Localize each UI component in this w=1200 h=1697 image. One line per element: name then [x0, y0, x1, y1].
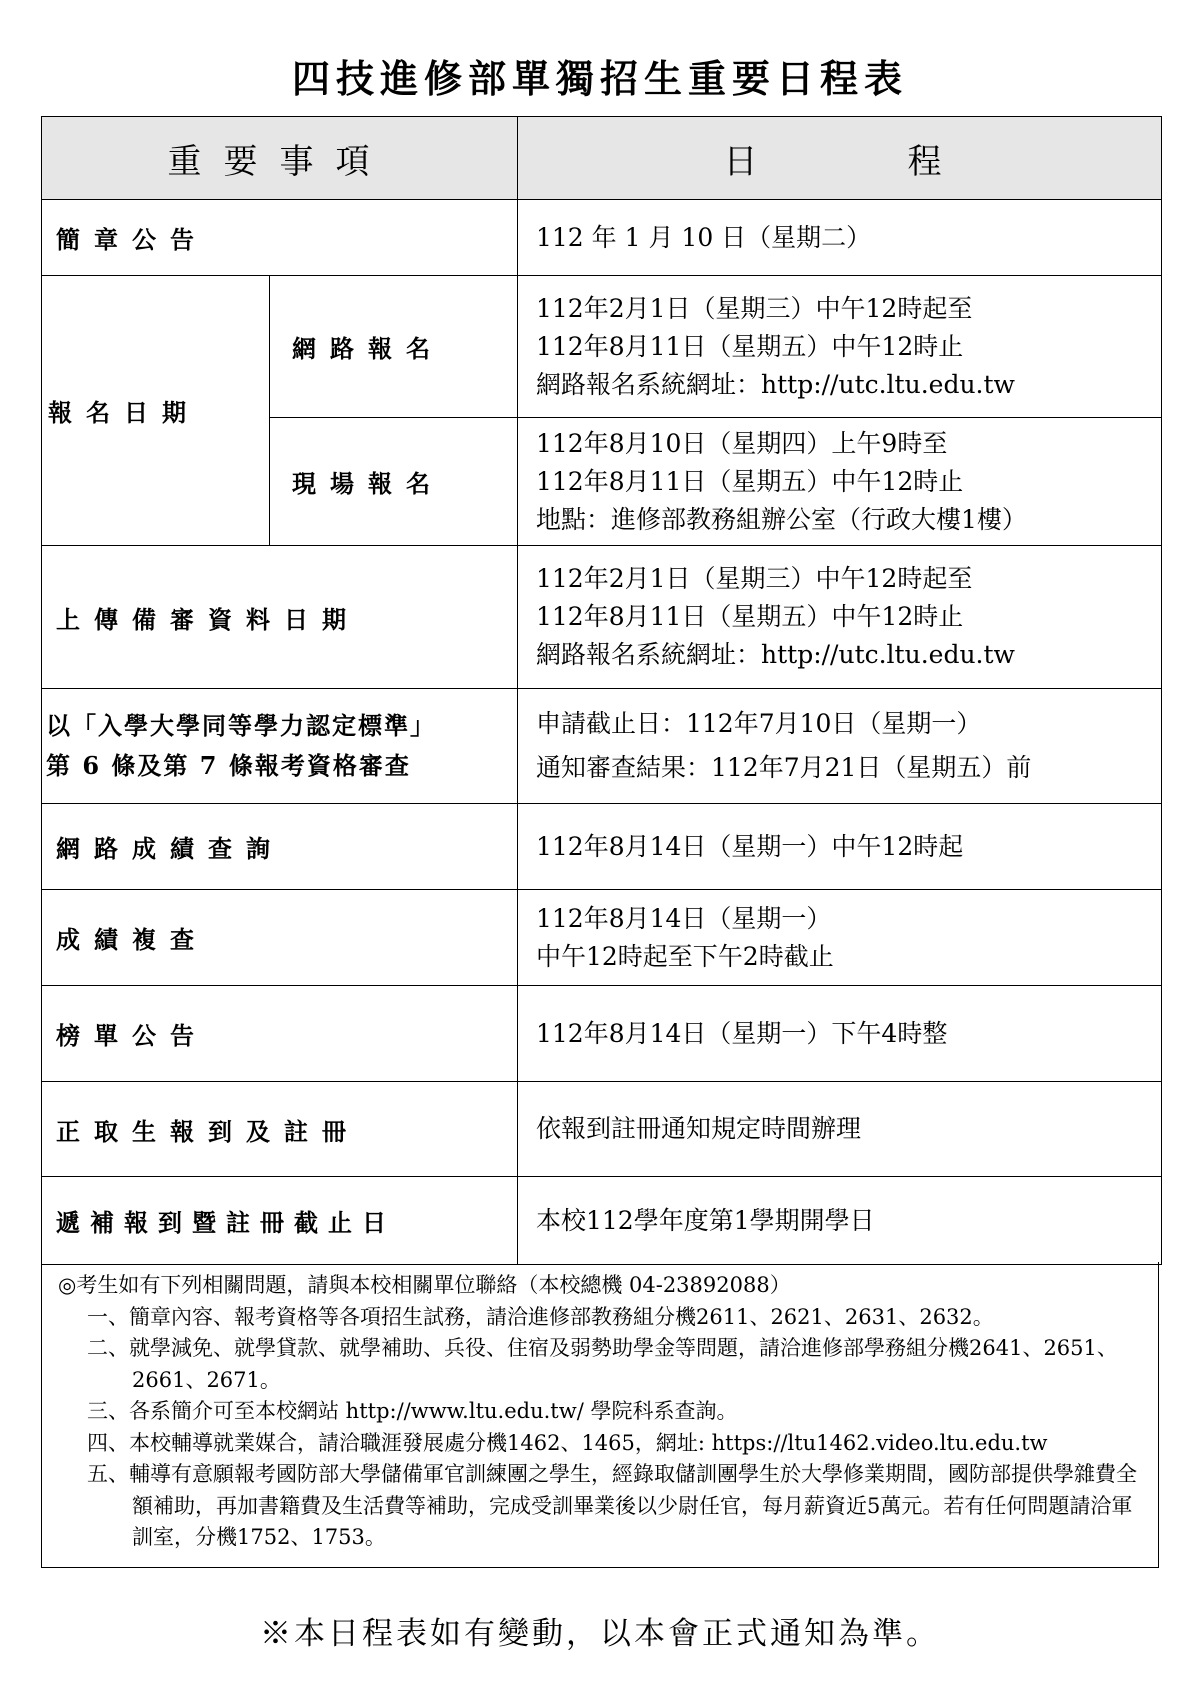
row-value-online-registration: 112年2月1日（星期三）中午12時起至 112年8月11日（星期五）中午12時止 網路報名系統網址：http://utc.ltu.edu.tw [518, 276, 1162, 418]
sub-label-onsite-registration: 現場報名 [270, 418, 518, 546]
row-value-score-review: 112年8月14日（星期一） 中午12時起至下午2時截止 [518, 890, 1162, 986]
row-value-upload-review: 112年2月1日（星期三）中午12時起至 112年8月11日（星期五）中午12時止 網路報名系統網址：http://utc.ltu.edu.tw [518, 546, 1162, 689]
note-item: 五、輔導有意願報考國防部大學儲備軍官訓練團之學生，經錄取儲訓團學生於大學修業期間，國防部提供學雜費全額補助，再加書籍費及生活費等補助，完成受訓畢業後以少尉任官，每月薪資近5萬元。若有任何問題請洽軍訓室，分機1752、1753。 [87, 1462, 1137, 1549]
row-label-enrollment: 正取生報到及註冊 [42, 1082, 518, 1177]
row-label-upload-review: 上傳備審資料日期 [42, 546, 518, 689]
row-label-brochure: 簡章公告 [42, 200, 518, 276]
sub-label-online-registration: 網路報名 [270, 276, 518, 418]
footer-notice: ※本日程表如有變動，以本會正式通知為準。 [260, 1616, 940, 1652]
note-item: 三、各系簡介可至本校網站 http://www.ltu.edu.tw/ 學院科系查詢。 [87, 1399, 738, 1423]
row-value-admission-list: 112年8月14日（星期一）下午4時整 [518, 986, 1162, 1082]
notes-heading: ◎考生如有下列相關問題，請與本校相關單位聯絡（本校總機 04-23892088） [58, 1273, 791, 1297]
table-row [42, 986, 1162, 1082]
contact-notes [41, 1262, 1159, 1568]
row-label-equivalent-qualification: 以「入學大學同等學力認定標準」 第 6 條及第 7 條報考資格審查 [42, 689, 518, 804]
row-label-online-score-query: 網路成績查詢 [42, 804, 518, 890]
table-row [42, 689, 1162, 804]
table-row [42, 276, 1162, 418]
table-row [42, 1082, 1162, 1177]
row-label-admission-list: 榜單公告 [42, 986, 518, 1082]
table-row [42, 546, 1162, 689]
table-row [42, 200, 1162, 276]
row-value-enrollment: 依報到註冊通知規定時間辦理 [518, 1082, 1162, 1177]
header-schedule: 日程 [518, 117, 1162, 200]
note-item: 四、本校輔導就業媒合，請洽職涯發展處分機1462、1465，網址: https://ltu1462.video.ltu.edu.tw [87, 1430, 1048, 1455]
note-item: 二、就學減免、就學貸款、就學補助、兵役、住宿及弱勢助學金等問題，請洽進修部學務組分機2641、2651、2661、2671。 [87, 1336, 1118, 1392]
row-value-onsite-registration: 112年8月10日（星期四）上午9時至 112年8月11日（星期五）中午12時止 地點：進修部教務組辦公室（行政大樓1樓） [518, 418, 1162, 546]
row-value-waitlist-deadline: 本校112學年度第1學期開學日 [518, 1177, 1162, 1265]
header-important-items: 重要事項 [42, 117, 518, 200]
schedule-table [41, 116, 1162, 1265]
note-item: 一、簡章內容、報考資格等各項招生試務，請洽進修部教務組分機2611、2621、2631、2632。 [87, 1304, 994, 1329]
row-value-equivalent-qualification: 申請截止日：112年7月10日（星期一） 通知審查結果：112年7月21日（星期五）前 [518, 689, 1162, 804]
table-row [42, 890, 1162, 986]
table-header-row [42, 117, 1162, 200]
table-row [42, 1177, 1162, 1265]
row-value-brochure: 112 年 1 月 10 日（星期二） [518, 200, 1162, 276]
row-label-score-review: 成績複查 [42, 890, 518, 986]
row-label-registration-dates: 報名日期 [42, 276, 270, 546]
row-label-waitlist-deadline: 遞補報到暨註冊截止日 [42, 1177, 518, 1265]
table-row [42, 804, 1162, 890]
row-value-online-score-query: 112年8月14日（星期一）中午12時起 [518, 804, 1162, 890]
page-title: 四技進修部單獨招生重要日程表 [291, 56, 908, 101]
